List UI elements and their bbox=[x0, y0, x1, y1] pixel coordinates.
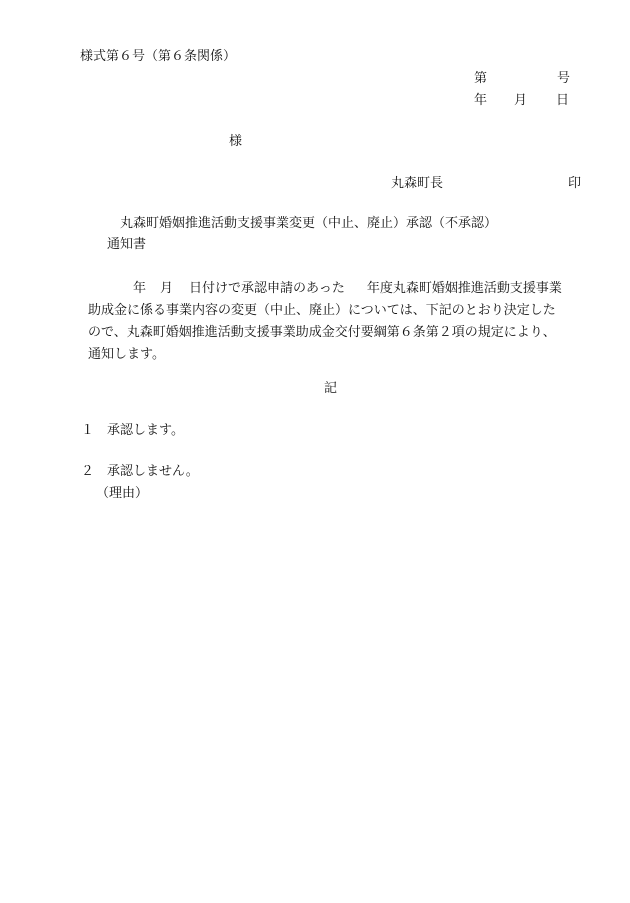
seal-mark: 印 bbox=[568, 176, 582, 191]
decision-item-number: １ bbox=[81, 423, 95, 438]
document-title-line-1: 丸森町婚姻推進活動支援事業変更（中止、廃止）承認（不承認） bbox=[120, 216, 498, 231]
date-day-label: 日 bbox=[556, 93, 570, 108]
decision-item-approved: 承認します。 bbox=[107, 423, 184, 438]
body-fiscal-year-text: 年度丸森町婚姻推進活動支援事業 bbox=[366, 281, 562, 296]
body-line-3: ので、丸森町婚姻推進活動支援事業助成金交付要綱第６条第２項の規定により、 bbox=[88, 325, 556, 340]
notification-body bbox=[88, 278, 593, 366]
document-title-line-2: 通知書 bbox=[107, 237, 147, 252]
document-number-suffix: 号 bbox=[557, 71, 571, 86]
body-line-2: 助成金に係る事業内容の変更（中止、廃止）については、下記のとおり決定した bbox=[88, 303, 556, 318]
form-number-label: 様式第６号（第６条関係） bbox=[80, 49, 237, 64]
decision-item-number: ２ bbox=[81, 464, 95, 479]
body-month-label: 月 bbox=[160, 281, 174, 296]
reason-label: （理由） bbox=[96, 486, 149, 501]
addressee-honorific: 様 bbox=[229, 134, 243, 149]
body-year-label: 年 bbox=[133, 281, 147, 296]
date-year-label: 年 bbox=[474, 93, 488, 108]
decision-item-not-approved: 承認しません。 bbox=[107, 464, 199, 479]
date-month-label: 月 bbox=[514, 93, 528, 108]
document-number-prefix: 第 bbox=[474, 71, 488, 86]
ki-heading: 記 bbox=[324, 381, 338, 396]
issuer-name: 丸森町長 bbox=[391, 176, 444, 191]
body-line-1 bbox=[88, 278, 593, 300]
body-application-date-text: 日付けで承認申請のあった bbox=[189, 281, 345, 296]
body-line-4: 通知します。 bbox=[88, 347, 165, 362]
